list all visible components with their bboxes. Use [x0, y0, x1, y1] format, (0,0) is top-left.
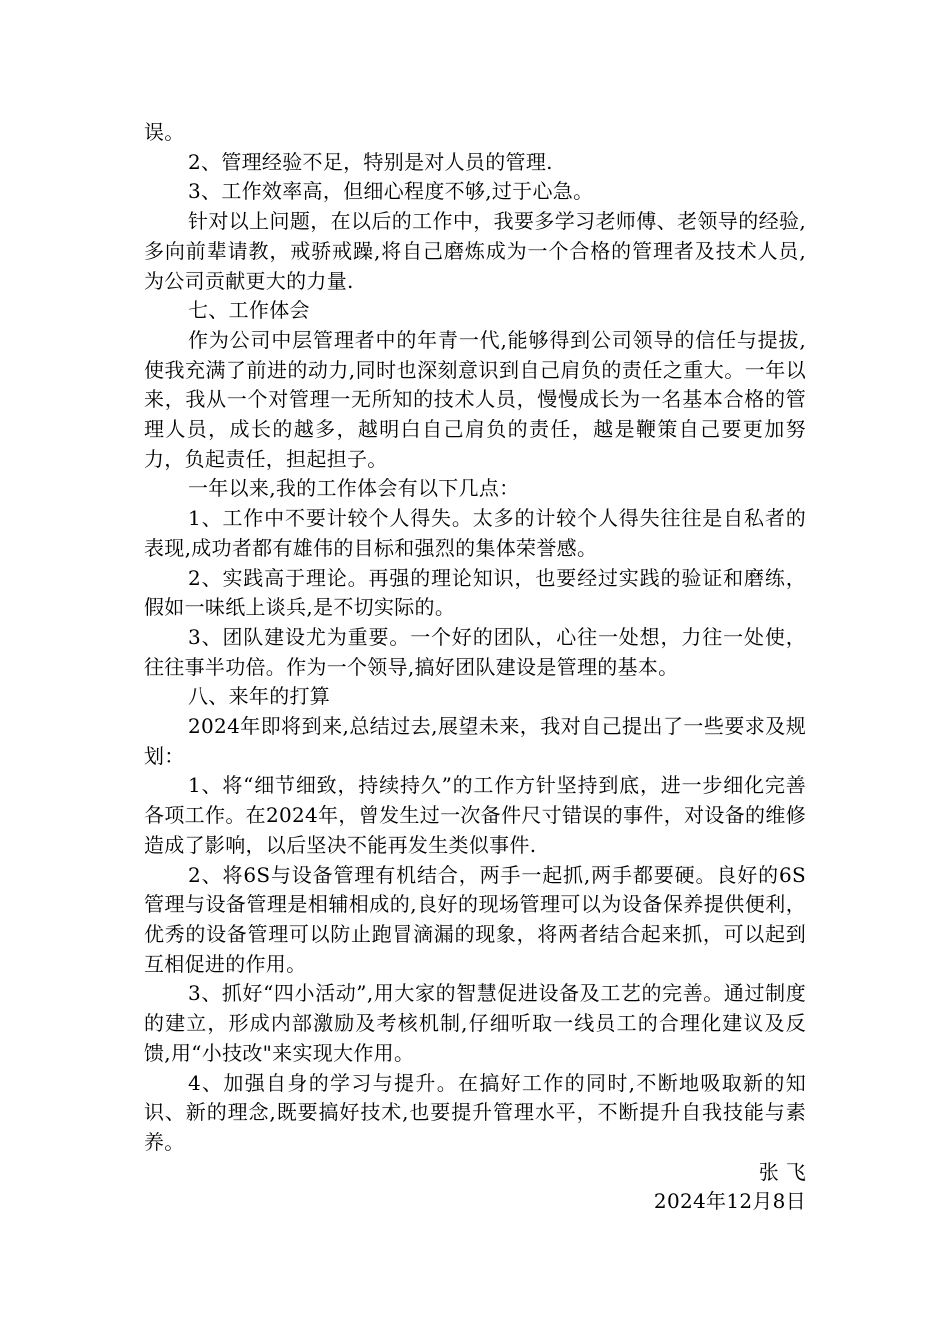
section-heading: 八、来年的打算 [188, 684, 331, 709]
paragraph: 1、将“细节细致，持续持久”的工作方针坚持到底，进一步细化完善各项工作。在2024年，曾发生过一次备件尺寸错误的事件，对设备的维修造成了影响，以后坚决不能再发生类似事件. [144, 773, 806, 857]
signature-date: 2024年12月8日 [653, 1189, 806, 1214]
signature-name: 张 飞 [758, 1159, 806, 1184]
paragraph: 3、工作效率高，但细心程度不够,过于心急。 [188, 179, 594, 204]
paragraph: 3、抓好“四小活动”,用大家的智慧促进设备及工艺的完善。通过制度的建立，形成内部激励及考核机制,仔细听取一线员工的合理化建议及反馈,用“小技改"来实现大作用。 [144, 981, 806, 1065]
paragraph: 针对以上问题，在以后的工作中，我要多学习老师傅、老领导的经验,多向前辈请教，戒骄戒躁,将自己磨炼成为一个合格的管理者及技术人员,为公司贡献更大的力量. [144, 209, 806, 293]
document-page [144, 118, 806, 1217]
paragraph: 2、管理经验不足，特别是对人员的管理. [188, 149, 553, 174]
paragraph: 误。 [144, 120, 185, 144]
section-heading: 七、工作体会 [188, 298, 310, 323]
paragraph: 1、工作中不要计较个人得失。太多的计较个人得失往往是自私者的表现,成功者都有雄伟的目标和强烈的集体荣誉感。 [144, 506, 806, 560]
paragraph: 2、将6S与设备管理有机结合，两手一起抓,两手都要硬。良好的6S管理与设备管理是相辅相成的,良好的现场管理可以为设备保养提供便利，优秀的设备管理可以防止跑冒滴漏的现象，将两者结合起来抓，可以起到互相促进的作用。 [144, 862, 806, 976]
paragraph: 3、团队建设尤为重要。一个好的团队，心往一处想，力往一处使，往往事半功倍。作为一个领导,搞好团队建设是管理的基本。 [144, 624, 806, 679]
paragraph: 作为公司中层管理者中的年青一代,能够得到公司领导的信任与提拔,使我充满了前进的动力,同时也深刻意识到自己肩负的责任之重大。一年以来，我从一个对管理一无所知的技术人员，慢慢成长为一名基本合格的管理人员，成长的越多，越明白自己肩负的责任，越是鞭策自己要更加努力，负起责任，担起担子。 [144, 327, 806, 471]
paragraph: 一年以来,我的工作体会有以下几点： [188, 476, 520, 501]
paragraph: 4、加强自身的学习与提升。在搞好工作的同时,不断地吸取新的知识、新的理念,既要搞好技术,也要提升管理水平，不断提升自我技能与素养。 [144, 1070, 806, 1154]
paragraph: 2、实践高于理论。再强的理论知识，也要经过实践的验证和磨练，假如一味纸上谈兵,是不切实际的。 [144, 565, 806, 620]
paragraph: 2024年即将到来,总结过去,展望未来，我对自己提出了一些要求及规划： [144, 714, 806, 768]
